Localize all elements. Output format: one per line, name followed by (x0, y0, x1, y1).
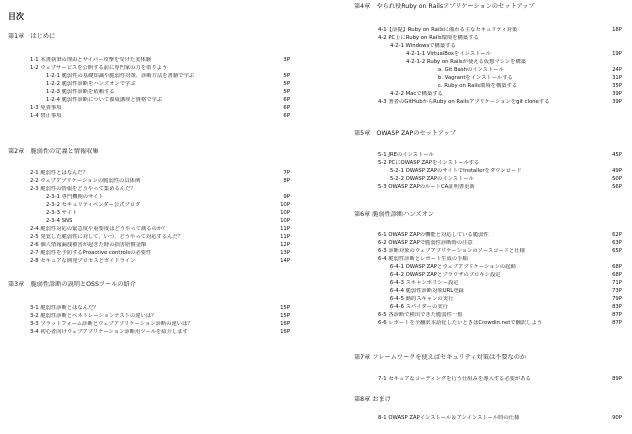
toc-entry-label: c. Ruby on Rails環境を構築する (438, 83, 518, 89)
toc-chapter (8, 148, 99, 155)
toc-entry-label: 4-2-1-1 VirtualBoxをインストール (406, 51, 491, 57)
toc-entry-label: 2-5 発覚した脆弱性に対して、いつ、どうやって対応するんだ？ (30, 234, 184, 240)
toc-entry (46, 210, 77, 217)
toc-entry-label: 4-2 PC上にRuby on Rails環境を構築する (378, 35, 479, 41)
toc-entry (378, 160, 479, 167)
toc-entry-label: 5-1 JREのインストール (378, 152, 434, 158)
toc-page-number: 5P (283, 81, 290, 87)
toc-entry (438, 67, 504, 74)
toc-entry (378, 152, 434, 159)
toc-entry-label: 1-2-2 脆弱性診断をハンズオンで学ぶ (46, 81, 136, 87)
toc-entry-label: 6-4-1 OWASP ZAPとウェブアプリケーションの起動 (390, 264, 516, 270)
toc-entry (438, 83, 517, 90)
toc-entry-label: 6-4-6 スパイダーの実行 (390, 304, 448, 310)
toc-entry-label: 第3章 脆弱性診断の説明とOSSツールの紹介 (8, 281, 136, 288)
toc-entry-label: 4-2-1-2 Ruby on Railsが使える仮想マシンを構築 (406, 59, 527, 65)
toc-entry-label: 1-3 免責事項 (30, 105, 62, 111)
toc-page-number: 10P (280, 210, 290, 216)
toc-page-number: 79P (612, 296, 622, 302)
toc-entry (438, 75, 513, 82)
toc-page-number: 45P (612, 152, 622, 158)
toc-entry-label: 4-1【前提】Ruby on Railsに備わる主なセキュリティ対策 (378, 27, 518, 33)
toc-entry (46, 73, 194, 80)
toc-entry (378, 232, 489, 239)
toc-entry-label: 2-3-3 サイト (46, 210, 78, 216)
toc-entry (378, 184, 475, 191)
toc-entry (378, 27, 517, 34)
toc-chapter (354, 130, 456, 137)
toc-entry-label: 2-8 セキュアな開発プロセスとガイドライン (30, 258, 136, 264)
toc-page-number: 50P (612, 176, 622, 182)
toc-entry (30, 329, 188, 336)
toc-entry (390, 176, 474, 183)
toc-entry (30, 313, 156, 320)
toc-entry-label: 3-1 脆弱性診断とはなんだ？ (30, 305, 99, 311)
toc-entry (30, 250, 151, 257)
toc-entry (390, 272, 501, 279)
toc-entry-label: 2-3-4 SNS (46, 218, 73, 224)
toc-entry (30, 242, 146, 249)
toc-page-number: 6P (283, 97, 290, 103)
toc-entry (30, 113, 62, 120)
toc-entry-label: 2-3-2 セキュリティベンダー公式ブログ (46, 202, 141, 208)
toc-entry-label: 2-6 個人情報漏洩被害が起きた時の損害賠償金額 (30, 242, 147, 248)
toc-entry-label: 1-2 ウェブサービスを公開する前に専門家の力を借りよう (30, 65, 168, 71)
toc-page-number: 11P (280, 226, 290, 232)
toc-entry (406, 51, 491, 58)
toc-page-number: 39P (612, 91, 622, 97)
toc-page-number: 3P (283, 57, 290, 63)
toc-entry-label: 7-1 セキュアなコーディングを行う仕組みを導入する必要がある (378, 376, 531, 382)
toc-page-number: 31P (612, 75, 622, 81)
toc-entry (406, 59, 526, 66)
toc-entry-label: 6-4-3 スキャンポリシー設定 (390, 280, 459, 286)
toc-page-number: 6P (283, 113, 290, 119)
toc-page-number: 6P (283, 105, 290, 111)
toc-entry-label: 5-3 OWASP ZAPのルートCA証明書更新 (378, 184, 475, 190)
toc-entry (30, 178, 140, 185)
toc-page-number: 39P (612, 99, 622, 105)
toc-entry (46, 194, 104, 201)
toc-page-number: 16P (280, 329, 290, 335)
toc-entry (390, 264, 516, 271)
toc-page-number: 68P (612, 264, 622, 270)
toc-entry-label: 4-3 著者のGitHubからRuby on Railsアプリケーションをgit cloneする (378, 99, 550, 105)
toc-entry (46, 89, 115, 96)
toc-page-number: 16P (280, 321, 290, 327)
toc-chapter (354, 3, 535, 10)
toc-entry (378, 248, 525, 255)
toc-entry-label: 6-4 脆弱性診断とレポート生成の手順 (378, 256, 468, 262)
toc-entry (378, 99, 550, 106)
toc-entry (390, 296, 453, 303)
toc-entry-label: 5-2-2 OWASP ZAPのインストール (390, 176, 474, 182)
toc-entry (46, 81, 136, 88)
toc-entry-label: 1-2-3 脆弱性診断を依頼する (46, 89, 115, 95)
toc-page-number: 68P (612, 272, 622, 278)
toc-entry (378, 376, 531, 383)
toc-page-number: 10P (280, 218, 290, 224)
toc-page-number: 24P (612, 67, 622, 73)
toc-chapter (354, 211, 434, 218)
toc-entry (30, 57, 151, 64)
toc-page-number: 7P (283, 170, 290, 176)
toc-entry (30, 321, 193, 328)
toc-page-number: 89P (612, 376, 622, 382)
toc-entry (30, 65, 167, 72)
toc-entry-label: 2-2 ウェブアプリケーションの脆弱性の具体例 (30, 178, 141, 184)
toc-chapter (354, 354, 526, 361)
toc-page-number: 62P (612, 232, 622, 238)
toc-page-number: 63P (612, 240, 622, 246)
toc-entry-label: 第6章 脆弱性診断ハンズオン (354, 211, 434, 218)
toc-page-number: 18P (612, 27, 622, 33)
toc-page-number: 5P (283, 73, 290, 79)
toc-page-number: 13P (280, 250, 290, 256)
toc-entry (390, 168, 522, 175)
toc-page-number: 15P (280, 305, 290, 311)
toc-entry-label: 2-1 脆弱性とはなんだ？ (30, 170, 89, 176)
toc-entry (30, 234, 183, 241)
toc-page-number: 56P (612, 184, 622, 190)
toc-entry-label: 1-1 本書執筆の理由とサイバー攻撃を受けた実体験 (30, 57, 152, 63)
toc-entry-label: 6-2 OWASP ZAPで脆弱性診断時の注意 (378, 240, 473, 246)
toc-page-number: 14P (280, 258, 290, 264)
toc-entry (378, 312, 463, 319)
toc-page-number: 10P (280, 202, 290, 208)
toc-entry-label: 第1章 はじめに (8, 33, 56, 40)
toc-entry-label: 2-3-1 専門機関のサイト (46, 194, 104, 200)
toc-entry (378, 256, 468, 263)
toc-entry-label: 4-2-1 Windowsで構築する (390, 43, 456, 49)
toc-entry (46, 202, 140, 209)
toc-entry-label: 1-2-4 脆弱性診断について養成講座と資格で学ぶ (46, 97, 163, 103)
toc-entry-label: 5-2-1 OWASP ZAPのサイトでInstallerをダウンロード (390, 168, 522, 174)
toc-entry-label: 第8章 おまけ (354, 396, 391, 403)
toc-entry (30, 186, 136, 193)
toc-entry (378, 35, 479, 42)
toc-entry-label: 1-2-1 脆弱性の基礎知識や脆弱性対策、診断方法を書籍で学ぶ (46, 73, 195, 79)
toc-page-number: 65P (612, 248, 622, 254)
toc-entry (30, 258, 135, 265)
toc-entry (378, 320, 542, 327)
toc-entry-label: 6-1 OWASP ZAPの機能と対応している脆弱性 (378, 232, 489, 238)
toc-entry (30, 170, 88, 177)
toc-page-number: 15P (280, 313, 290, 319)
toc-entry (30, 305, 99, 312)
toc-entry (390, 43, 456, 50)
toc-page-number: 8P (283, 178, 290, 184)
toc-page-number: 73P (612, 288, 622, 294)
toc-entry (390, 91, 443, 98)
toc-page-number: 35P (612, 83, 622, 89)
toc-entry (30, 105, 62, 112)
toc-chapter (8, 281, 136, 288)
toc-entry-label: 2-3 脆弱性の情報をどうやって集めるんだ？ (30, 186, 136, 192)
toc-entry-label: 第2章 脆弱性の定義と情報収集 (8, 148, 99, 155)
toc-page-number: 87P (612, 320, 622, 326)
toc-page-number: 19P (612, 51, 622, 57)
toc-page-number: 12P (280, 242, 290, 248)
toc-page-number: 71P (612, 280, 622, 286)
toc-entry (378, 240, 473, 247)
toc-page-number: 83P (612, 304, 622, 310)
toc-entry-label: 6-4-5 動的スキャンの実行 (390, 296, 454, 302)
toc-page-number: 87P (612, 312, 622, 318)
page-title: 目次 (8, 12, 24, 21)
toc-entry-label: 2-4 脆弱性対応の緊急度や重要度はどうやって測るのか？ (30, 226, 168, 232)
toc-page-number: 5P (283, 89, 290, 95)
toc-entry-label: 第5章 OWASP ZAPのセットアップ (354, 130, 456, 137)
toc-entry-label: 第7章 フレームワークを使えばセキュリティ対策は不要なのか (354, 354, 527, 361)
toc-entry (390, 288, 464, 295)
toc-entry-label: 3-3 プラットフォーム診断とウェブアプリケーション診断の違いは？ (30, 321, 193, 327)
toc-page-number: 9P (283, 194, 290, 200)
toc-entry (46, 97, 162, 104)
toc-page-number: 49P (612, 168, 622, 174)
toc-entry (390, 280, 459, 287)
toc-entry-label: 第4章 やられ役Ruby on Railsアプリケーションのセットアップ (354, 3, 535, 10)
toc-page-number: 11P (280, 234, 290, 240)
toc-entry-label: 1-4 禁止事項 (30, 113, 62, 119)
toc-entry-label: a. Git Bashのインストール (438, 67, 504, 73)
toc-entry-label: 6-5 各診断で検出できた脆弱性一覧 (378, 312, 463, 318)
toc-chapter (8, 33, 55, 40)
toc-entry-label: 4-2-2 Macで構築する (390, 91, 443, 97)
toc-chapter (354, 396, 391, 403)
toc-entry-label: 3-2 脆弱性診断とペネトレーションテストの違いは？ (30, 313, 157, 319)
toc-entry-label: 6-3 診断対象のウェブアプリケーションのソースコードと仕様 (378, 248, 525, 254)
toc-entry-label: 8-1 OWASP ZAPインストール＆アンインストール時の仕様 (378, 415, 520, 421)
toc-entry-label: 6-4-4 脆弱性診断対象URL登録 (390, 288, 464, 294)
toc-entry (46, 218, 72, 225)
toc-entry-label: 6-4-2 OWASP ZAPとブラウザのプロキシ設定 (390, 272, 501, 278)
toc-entry-label: 5-2 PCにOWASP ZAPをインストールする (378, 160, 480, 166)
toc-entry-label: 3-4 初心者向けウェブアプリケーション診断用ツールを紹介します (30, 329, 188, 335)
toc-entry (390, 304, 448, 311)
toc-page-number: 90P (612, 415, 622, 421)
toc-entry-label: b. Vagrantをインストールする (438, 75, 513, 81)
toc-entry-label: 2-7 脆弱性を予防するProactive controlsの必要性 (30, 250, 152, 256)
toc-entry-label: 6-6 レポートを全翻訳本語化したいときはCrowdin.netで翻訳しよう (378, 320, 543, 326)
toc-entry (378, 415, 519, 422)
toc-entry (30, 226, 167, 233)
